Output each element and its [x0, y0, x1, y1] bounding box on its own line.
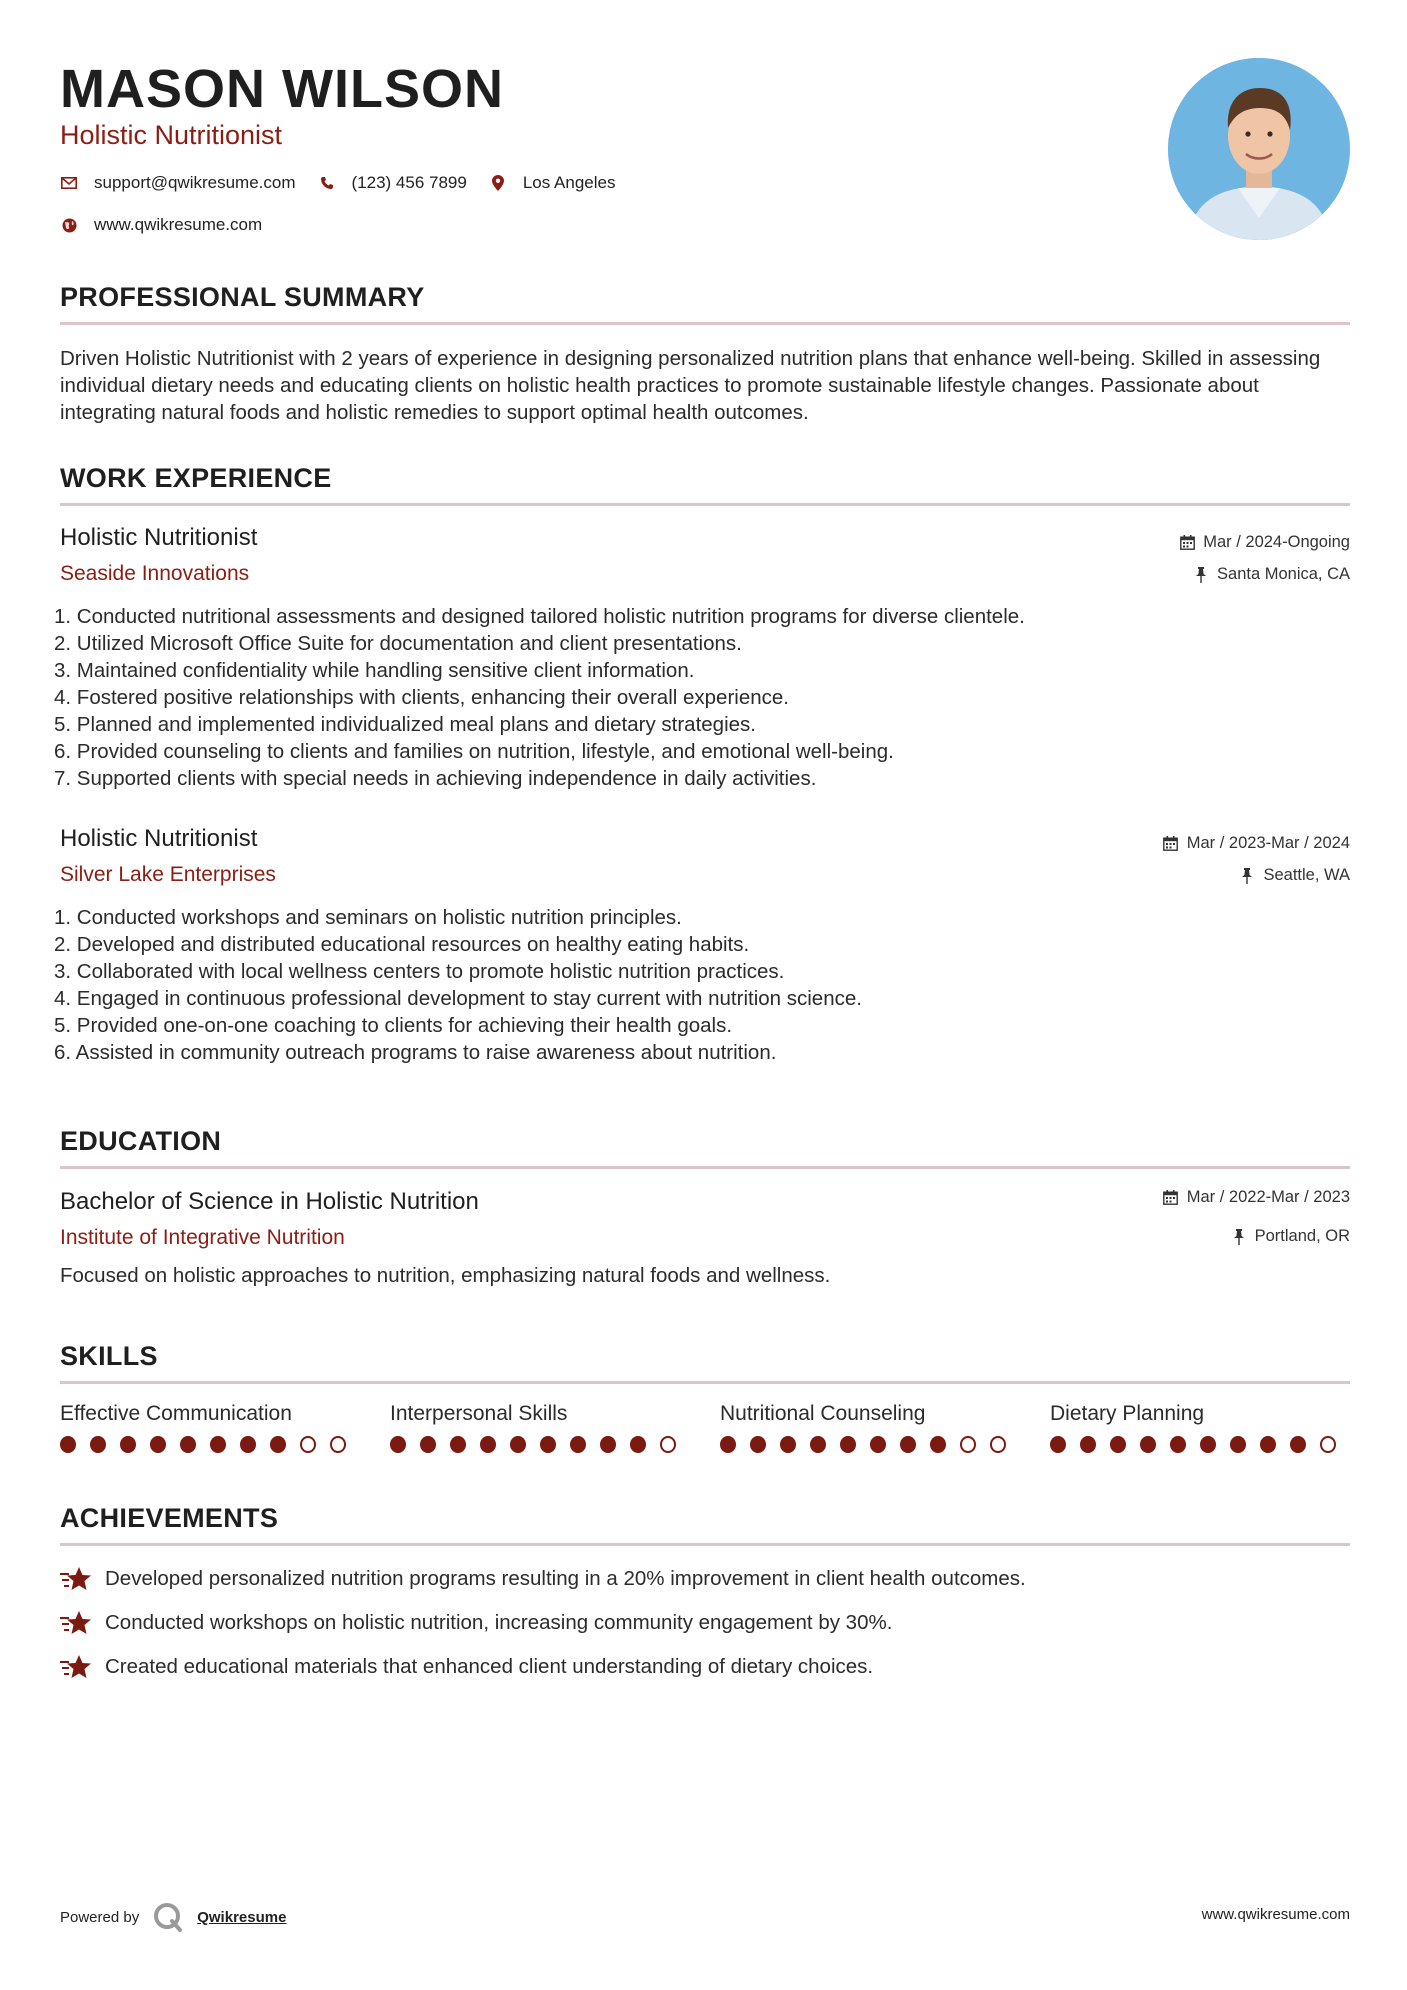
- skills-heading: SKILLS: [60, 1341, 158, 1371]
- education-heading: EDUCATION: [60, 1126, 222, 1156]
- skill-name: Effective Communication: [60, 1402, 292, 1425]
- rating-dot-filled: [1080, 1436, 1096, 1453]
- job-2-dates: [1163, 834, 1350, 853]
- skill-rating: [1050, 1436, 1350, 1453]
- skills-divider: [60, 1381, 1350, 1384]
- rating-dot-filled: [1260, 1436, 1276, 1453]
- job-1-location-text: Santa Monica, CA: [1217, 565, 1350, 583]
- job-2-location-text: Seattle, WA: [1263, 866, 1350, 884]
- list-item: 4. Engaged in continuous professional development to stay current with nutrition science.: [54, 987, 862, 1010]
- rating-dot-filled: [780, 1436, 796, 1453]
- rating-dot-filled: [810, 1436, 826, 1453]
- rating-dot-filled: [510, 1436, 526, 1453]
- globe-icon: [60, 216, 78, 234]
- list-item: 2. Utilized Microsoft Office Suite for documentation and client presentations.: [54, 632, 742, 655]
- rating-dot-filled: [1050, 1436, 1066, 1453]
- powered-by-label: Powered by: [60, 1908, 140, 1926]
- contact-website[interactable]: [60, 215, 262, 235]
- job-1-company: Seaside Innovations: [60, 562, 250, 585]
- education-divider: [60, 1166, 1350, 1169]
- calendar-icon: [1179, 535, 1195, 551]
- skill-nutritional-counseling: [720, 1402, 1020, 1453]
- job-2-location: [1239, 866, 1350, 885]
- calendar-icon: [1163, 836, 1179, 852]
- rating-dot-filled: [1290, 1436, 1306, 1453]
- education-location: [1231, 1227, 1350, 1246]
- phone-icon: [318, 174, 336, 192]
- website-text: www.qwikresume.com: [94, 215, 263, 234]
- contact-row-secondary: [60, 215, 284, 235]
- list-item: 4. Fostered positive relationships with clients, enhancing their overall experience.: [54, 686, 789, 709]
- education-dates: [1163, 1188, 1350, 1207]
- rating-dot-filled: [600, 1436, 616, 1453]
- rating-dot-filled: [120, 1436, 136, 1453]
- achievement-item: [60, 1653, 873, 1681]
- rating-dot-empty: [300, 1436, 316, 1453]
- achievement-item: [60, 1565, 1026, 1593]
- list-item: 7. Supported clients with special needs in achieving independence in daily activities.: [54, 767, 817, 790]
- skill-rating: [60, 1436, 360, 1453]
- rating-dot-filled: [540, 1436, 556, 1453]
- profile-photo: [1168, 58, 1350, 240]
- email-text: support@qwikresume.com: [94, 173, 296, 192]
- pushpin-icon: [1193, 567, 1209, 583]
- rating-dot-empty: [990, 1436, 1006, 1453]
- envelope-icon: [60, 174, 78, 192]
- rating-dot-filled: [390, 1436, 406, 1453]
- candidate-name: MASON WILSON: [60, 59, 504, 119]
- rating-dot-empty: [330, 1436, 346, 1453]
- achievements-divider: [60, 1543, 1350, 1546]
- rating-dot-filled: [150, 1436, 166, 1453]
- education-location-text: Portland, OR: [1254, 1227, 1350, 1245]
- star-icon: [60, 1653, 92, 1681]
- summary-heading: PROFESSIONAL SUMMARY: [60, 282, 425, 312]
- education-school: Institute of Integrative Nutrition: [60, 1226, 345, 1249]
- skill-effective-communication: [60, 1402, 360, 1453]
- star-icon: [60, 1565, 92, 1593]
- job-2-dates-text: Mar / 2023-Mar / 2024: [1186, 834, 1350, 852]
- rating-dot-empty: [960, 1436, 976, 1453]
- rating-dot-empty: [660, 1436, 676, 1453]
- phone-text: (123) 456 7899: [351, 173, 467, 192]
- job-1-location: [1193, 565, 1350, 584]
- education-dates-text: Mar / 2022-Mar / 2023: [1186, 1188, 1350, 1206]
- summary-text: Driven Holistic Nutritionist with 2 years of experience in designing personalized nutrition plans that enhance well-being. Skilled in assessing individual dietary needs and educating clients on holistic health practices to promote sustainable lifestyle changes. Passionate about integrating natural foods and holistic remedies to support optimal health outcomes.: [60, 347, 1321, 424]
- rating-dot-filled: [840, 1436, 856, 1453]
- location-text: Los Angeles: [522, 173, 616, 192]
- list-item: 6. Provided counseling to clients and families on nutrition, lifestyle, and emotional well-being.: [54, 740, 894, 763]
- rating-dot-filled: [480, 1436, 496, 1453]
- pushpin-icon: [1239, 868, 1255, 884]
- rating-dot-filled: [1170, 1436, 1186, 1453]
- footer-website[interactable]: www.qwikresume.com: [1201, 1906, 1350, 1923]
- pushpin-icon: [1231, 1229, 1247, 1245]
- rating-dot-filled: [900, 1436, 916, 1453]
- rating-dot-filled: [420, 1436, 436, 1453]
- experience-heading: WORK EXPERIENCE: [60, 463, 332, 493]
- skill-dietary-planning: [1050, 1402, 1350, 1453]
- education-description: Focused on holistic approaches to nutrition, emphasizing natural foods and wellness.: [60, 1264, 831, 1287]
- rating-dot-filled: [570, 1436, 586, 1453]
- contact-phone[interactable]: [318, 173, 467, 193]
- candidate-title: Holistic Nutritionist: [60, 120, 283, 150]
- rating-dot-filled: [210, 1436, 226, 1453]
- achievement-text: Created educational materials that enhanced client understanding of dietary choices.: [105, 1655, 874, 1678]
- brand-link[interactable]: Qwikresume: [197, 1908, 287, 1926]
- rating-dot-filled: [1140, 1436, 1156, 1453]
- skill-name: Dietary Planning: [1050, 1402, 1205, 1425]
- rating-dot-filled: [930, 1436, 946, 1453]
- education-degree: Bachelor of Science in Holistic Nutrition: [60, 1188, 479, 1215]
- rating-dot-filled: [1110, 1436, 1126, 1453]
- rating-dot-filled: [870, 1436, 886, 1453]
- achievements-heading: ACHIEVEMENTS: [60, 1503, 279, 1533]
- list-item: 1. Conducted nutritional assessments and designed tailored holistic nutrition programs for diverse clientele.: [54, 605, 1025, 628]
- rating-dot-filled: [60, 1436, 76, 1453]
- list-item: 2. Developed and distributed educational resources on healthy eating habits.: [54, 933, 750, 956]
- star-icon: [60, 1609, 92, 1637]
- map-pin-icon: [489, 174, 507, 192]
- list-item: 5. Provided one-on-one coaching to clients for achieving their health goals.: [54, 1014, 733, 1037]
- list-item: 3. Collaborated with local wellness centers to promote holistic nutrition practices.: [54, 960, 785, 983]
- skill-rating: [720, 1436, 1020, 1453]
- contact-email[interactable]: [60, 173, 296, 193]
- skill-name: Nutritional Counseling: [720, 1402, 926, 1425]
- rating-dot-filled: [270, 1436, 286, 1453]
- job-2-company: Silver Lake Enterprises: [60, 863, 276, 886]
- rating-dot-filled: [180, 1436, 196, 1453]
- summary-divider: [60, 322, 1350, 325]
- job-1-bullets: [54, 603, 1025, 792]
- job-1-dates: [1179, 533, 1350, 552]
- rating-dot-filled: [750, 1436, 766, 1453]
- calendar-icon: [1163, 1190, 1179, 1206]
- skill-name: Interpersonal Skills: [390, 1402, 568, 1425]
- list-item: 5. Planned and implemented individualized meal plans and dietary strategies.: [54, 713, 756, 736]
- list-item: 6. Assisted in community outreach programs to raise awareness about nutrition.: [54, 1041, 777, 1064]
- achievement-item: [60, 1609, 892, 1637]
- rating-dot-filled: [720, 1436, 736, 1453]
- rating-dot-filled: [90, 1436, 106, 1453]
- skill-interpersonal-skills: [390, 1402, 690, 1453]
- job-1-dates-text: Mar / 2024-Ongoing: [1203, 533, 1350, 551]
- job-2-bullets: [54, 904, 862, 1066]
- skill-rating: [390, 1436, 690, 1453]
- achievement-text: Developed personalized nutrition programs resulting in a 20% improvement in client health outcomes.: [105, 1567, 1026, 1590]
- rating-dot-filled: [240, 1436, 256, 1453]
- rating-dot-filled: [1230, 1436, 1246, 1453]
- achievement-text: Conducted workshops on holistic nutrition, increasing community engagement by 30%.: [105, 1611, 893, 1634]
- job-1-title: Holistic Nutritionist: [60, 524, 258, 551]
- job-2-title: Holistic Nutritionist: [60, 825, 258, 852]
- rating-dot-filled: [450, 1436, 466, 1453]
- contact-location: [489, 173, 616, 193]
- footer-powered-by: [60, 1902, 286, 1932]
- rating-dot-empty: [1320, 1436, 1336, 1453]
- contact-row-primary: [60, 173, 637, 193]
- qwikresume-logo-icon: [153, 1902, 183, 1932]
- list-item: 3. Maintained confidentiality while handling sensitive client information.: [54, 659, 695, 682]
- list-item: 1. Conducted workshops and seminars on holistic nutrition principles.: [54, 906, 682, 929]
- rating-dot-filled: [630, 1436, 646, 1453]
- rating-dot-filled: [1200, 1436, 1216, 1453]
- experience-divider: [60, 503, 1350, 506]
